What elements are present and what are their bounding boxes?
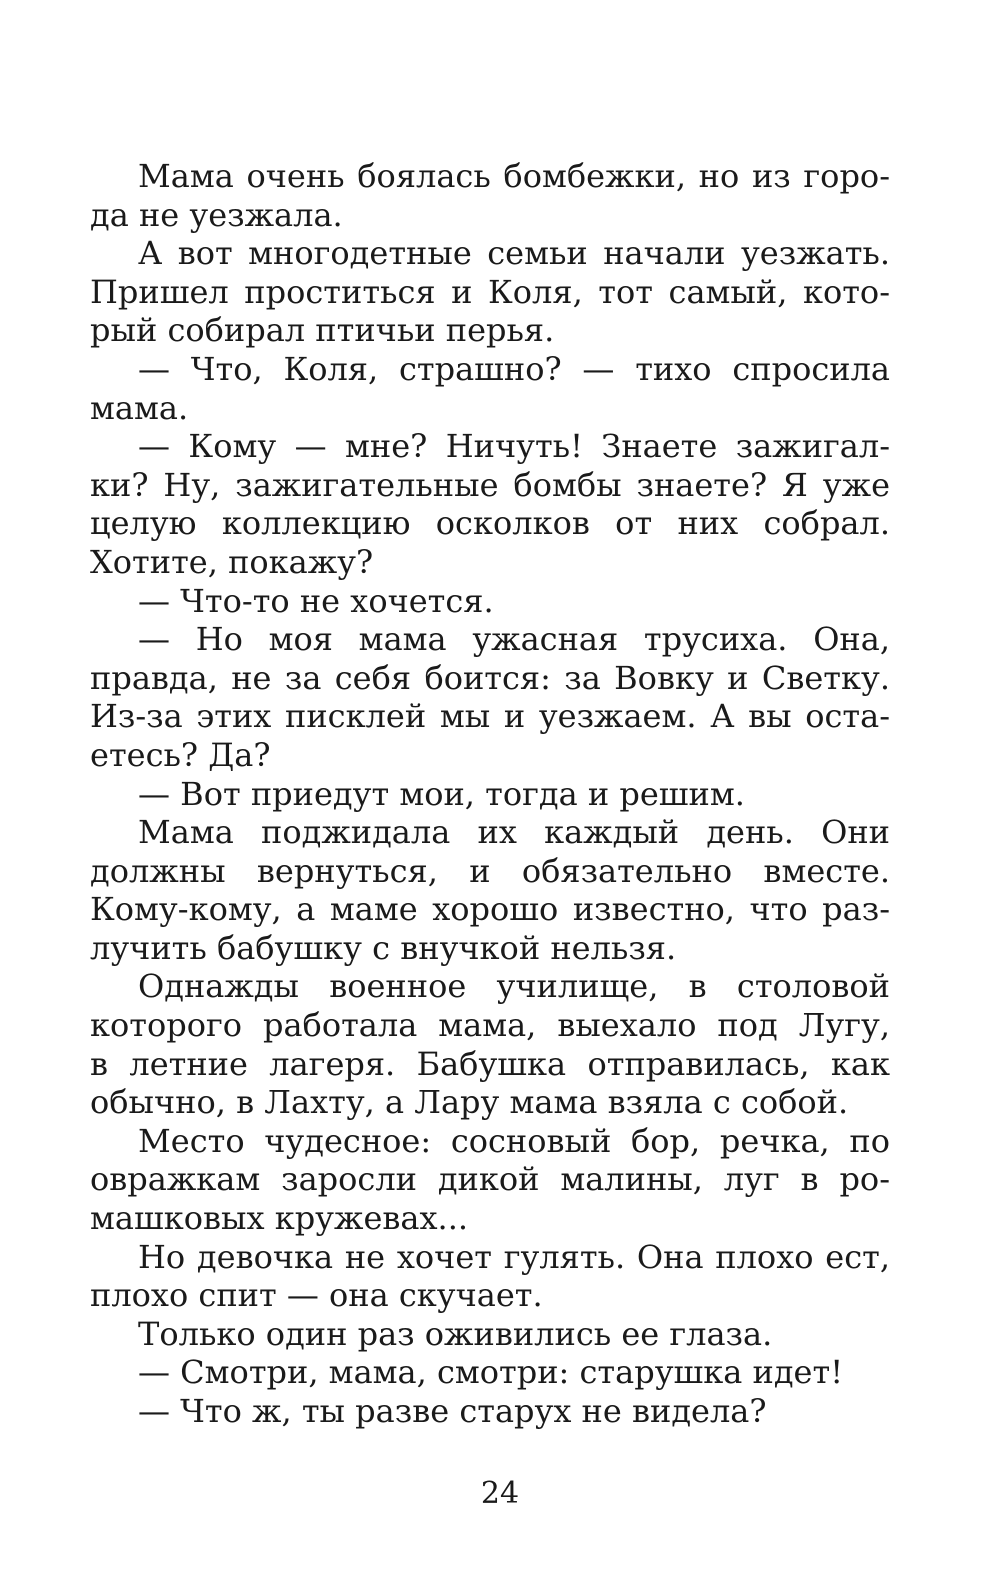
text-line: должны вернуться, и обязательно вместе. [90,851,890,890]
page-number: 24 [480,1476,520,1511]
text-line: — Смотри, мама, смотри: старушка идет! [138,1353,844,1392]
body-text [90,157,890,1431]
text-line: Кому-кому, а маме хорошо известно, что раз- [90,890,890,929]
text-line: в летние лагеря. Бабушка отправилась, как [90,1044,890,1083]
text-line: обычно, в Лахту, а Лару мама взяла с собой. [90,1083,849,1122]
text-line: машковых кружевах... [90,1199,469,1238]
text-line: — Что-то не хочется. [138,581,494,620]
text-line: рый собирал птичьи перья. [90,311,555,350]
text-line: А вот многодетные семьи начали уезжать. [138,234,890,273]
text-line: — Кому — мне? Ничуть! Знаете зажигал- [138,427,890,466]
text-line: Из-за этих писклей мы и уезжаем. А вы оста- [90,697,890,736]
text-line: — Вот приедут мои, тогда и решим. [138,774,745,813]
text-line: етесь? Да? [90,735,271,774]
text-line: — Что ж, ты разве старух не видела? [138,1392,767,1430]
text-line: да не уезжала. [90,195,343,234]
text-line: — Но моя мама ужасная трусиха. Она, [138,620,890,659]
text-line: правда, не за себя боится: за Вовку и Светку. [90,658,890,697]
text-line: плохо спит — она скучает. [90,1276,543,1315]
text-line: овражкам заросли дикой малины, луг в ро- [90,1160,890,1199]
text-line: Место чудесное: сосновый бор, речка, по [138,1121,890,1160]
text-line: лучить бабушку с внучкой нельзя. [90,928,677,967]
text-line: ки? Ну, зажигательные бомбы знаете? Я уже [90,465,890,504]
text-line: Мама поджидала их каждый день. Они [138,813,890,852]
text-line: — Что, Коля, страшно? — тихо спросила [138,349,890,388]
text-line: Однажды военное училище, в столовой [138,967,890,1006]
text-line: Пришел проститься и Коля, тот самый, кото- [90,272,890,311]
text-line: Но девочка не хочет гулять. Она плохо ест, [138,1237,890,1276]
text-line: Только один раз оживились ее глаза. [138,1314,773,1353]
text-line: Мама очень боялась бомбежки, но из горо- [138,157,890,195]
text-line: Хотите, покажу? [90,542,374,581]
text-line: целую коллекцию осколков от них собрал. [90,504,890,543]
text-line: мама. [90,388,189,427]
text-line: которого работала мама, выехало под Лугу, [90,1006,890,1045]
